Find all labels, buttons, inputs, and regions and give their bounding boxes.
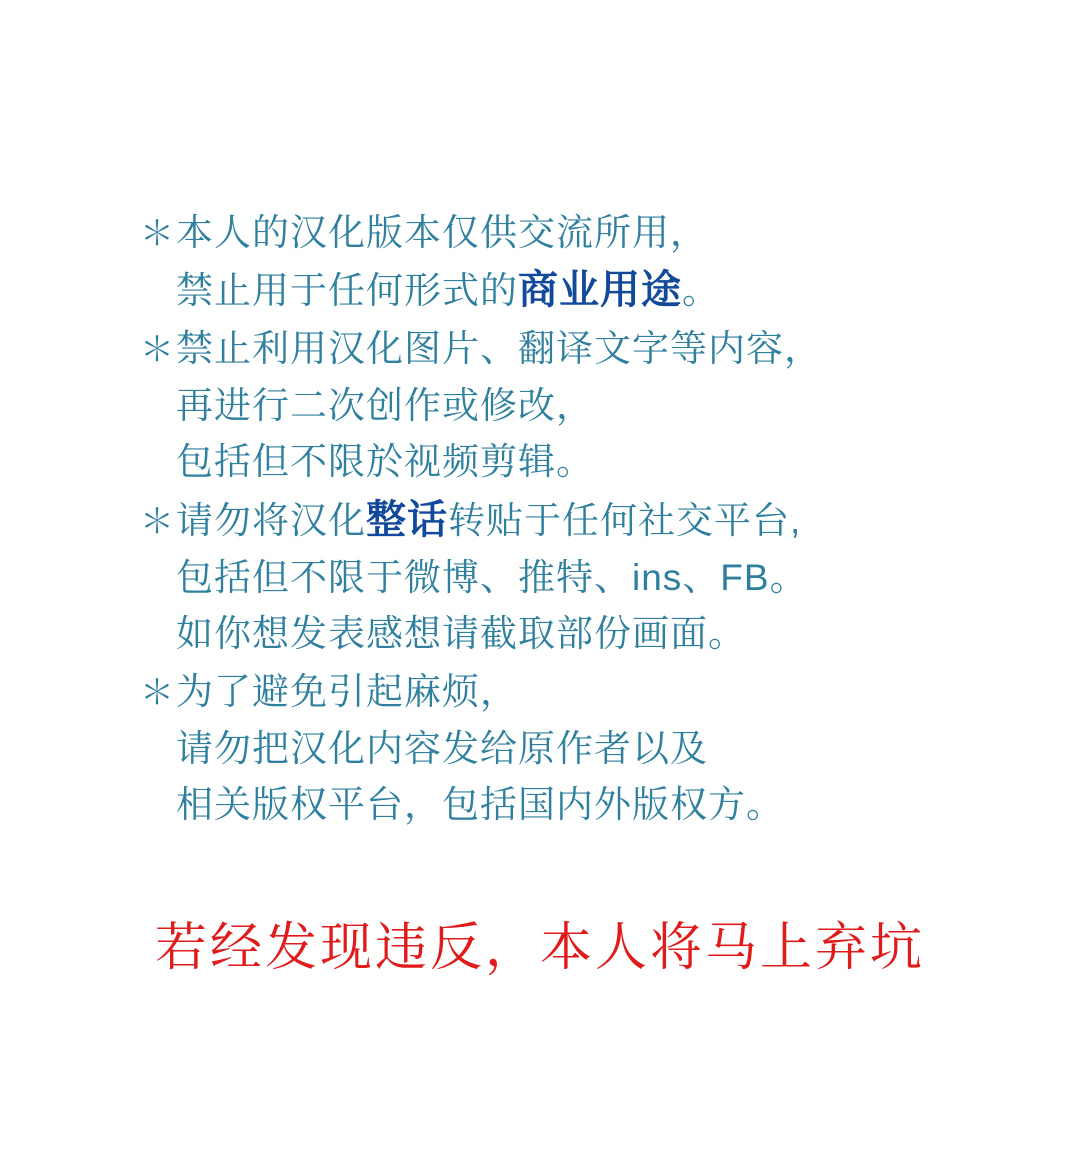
rule-line	[140, 606, 960, 662]
rule-line	[140, 664, 960, 721]
rule-line	[140, 434, 960, 490]
rules-list	[140, 205, 960, 835]
asterisk-icon: ＊	[140, 331, 175, 369]
rule-line-text	[176, 777, 784, 833]
plain-text: 禁止利用汉化图片、翻译文字等内容，	[176, 328, 822, 369]
rule-line-text	[176, 492, 801, 549]
rule-line-text	[176, 262, 720, 319]
rule-line-text	[176, 721, 708, 777]
plain-text: 为了避免引起麻烦，	[176, 671, 518, 712]
rule-line	[140, 262, 960, 319]
rule-line	[140, 378, 960, 434]
rule-item	[140, 664, 960, 833]
rule-line-text	[176, 378, 594, 434]
plain-text: 禁止用于任何形式的	[176, 270, 518, 311]
rule-line	[140, 550, 960, 606]
emphasis-text: 整话	[366, 498, 448, 542]
rule-line-text	[176, 321, 822, 377]
plain-text: 请勿把汉化内容发给原作者以及	[176, 728, 708, 769]
asterisk-icon: ＊	[140, 674, 175, 712]
rule-line	[140, 321, 960, 378]
plain-text: 。	[682, 270, 720, 311]
rule-item	[140, 205, 960, 319]
rule-line-text	[176, 205, 708, 261]
emphasis-text: 商业用途	[518, 268, 682, 312]
plain-text: 请勿将汉化	[176, 500, 366, 541]
asterisk-icon: ＊	[140, 503, 175, 541]
rule-item	[140, 321, 960, 490]
rule-line-text	[176, 664, 518, 720]
asterisk-icon: ＊	[140, 215, 175, 253]
rule-line	[140, 777, 960, 833]
plain-text: 包括但不限於视频剪辑。	[176, 441, 594, 482]
rule-line	[140, 492, 960, 550]
plain-text: 如你想发表感想请截取部份画面。	[176, 613, 746, 654]
warning-text: 若经发现违反，本人将马上弃坑	[154, 918, 925, 978]
plain-text: 相关版权平台，包括国内外版权方。	[176, 784, 784, 825]
rule-line	[140, 721, 960, 777]
rule-line-text	[176, 550, 808, 606]
plain-text: 再进行二次创作或修改，	[176, 385, 594, 426]
rule-line	[140, 205, 960, 262]
plain-text: 本人的汉化版本仅供交流所用，	[176, 212, 708, 253]
rule-item	[140, 492, 960, 662]
plain-text: 转贴于任何社交平台,	[448, 500, 802, 541]
rule-line-text	[176, 434, 594, 490]
rule-line-text	[176, 606, 746, 662]
plain-text: 包括但不限于微博、推特、ins、FB。	[176, 557, 808, 598]
